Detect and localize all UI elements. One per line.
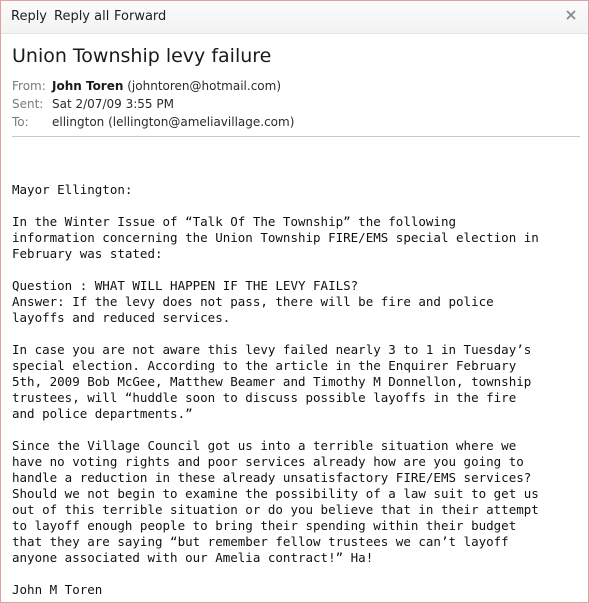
body-paragraph-3: In case you are not aware this levy failed nearly 3 to 1 in Tuesday’s special election. According to the article in the Enquirer February 5th, 2009 Bob McGee, Matthew Beamer and Timothy M Donnellon, township trustees, will “huddle soon to discuss possible layoffs in the fire and police departments.” <box>12 342 532 421</box>
close-icon[interactable] <box>563 7 579 23</box>
from-label: From: <box>12 79 46 93</box>
message-toolbar <box>1 1 588 34</box>
body-greeting: Mayor Ellington: <box>12 182 133 197</box>
reply-all-button[interactable]: Reply all <box>54 9 110 24</box>
forward-button[interactable]: Forward <box>114 9 167 24</box>
sent-date: Sat 2/07/09 3:55 PM <box>52 97 174 111</box>
from-row <box>12 78 281 94</box>
body-signature: John M Toren <box>12 582 103 597</box>
email-body <box>12 182 584 598</box>
to-label: To: <box>12 115 29 129</box>
sender-email[interactable]: (johntoren@hotmail.com) <box>127 79 282 93</box>
recipient[interactable]: ellington (lellington@ameliavillage.com) <box>52 115 295 129</box>
sent-label: Sent: <box>12 97 44 111</box>
sender-name[interactable]: John Toren <box>52 79 124 93</box>
body-paragraph-4: Since the Village Council got us into a terrible situation where we have no voting rights and poor services already how are you going to handle a reduction in these already unsatisfactory FIRE/EMS services? Should we not begin to examine the possibility of a law suit to get us out of this terrible situation or do you believe that in their attempt to layoff enough people to bring their spending within their budget that they are saying “but remember fellow trustees we can’t layoff anyone associated with our Amelia contract!” Ha! <box>12 438 539 565</box>
body-paragraph-1: In the Winter Issue of “Talk Of The Township” the following information concerning the Union Township FIRE/EMS special election in February was stated: <box>12 214 539 261</box>
reply-button[interactable]: Reply <box>11 9 48 24</box>
email-subject: Union Township levy failure <box>12 45 272 67</box>
header-divider <box>12 136 580 137</box>
to-row <box>12 114 294 130</box>
body-paragraph-2: Question : WHAT WILL HAPPEN IF THE LEVY FAILS? Answer: If the levy does not pass, there will be fire and police layoffs and reduced services. <box>12 278 494 325</box>
sent-row <box>12 96 174 112</box>
